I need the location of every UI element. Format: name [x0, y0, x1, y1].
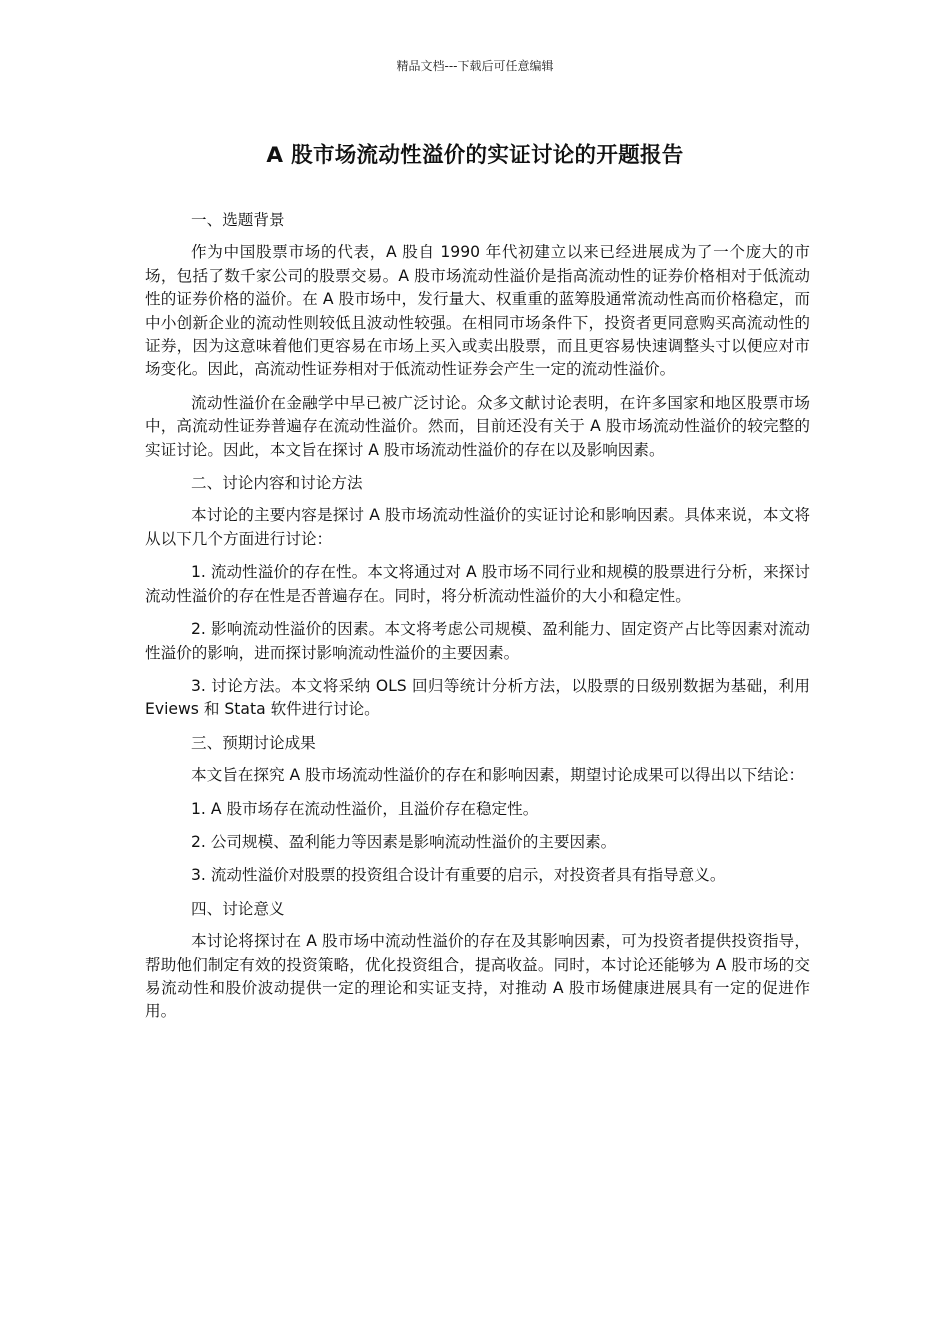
paragraph: 本文旨在探究 A 股市场流动性溢价的存在和影响因素，期望讨论成果可以得出以下结论：	[191, 766, 805, 785]
section-heading-content-method: 二、讨论内容和讨论方法	[191, 474, 363, 493]
section-heading-background: 一、选题背景	[191, 211, 285, 229]
document-title: A 股市场流动性溢价的实证讨论的开题报告	[266, 143, 684, 168]
header-note: 精品文档---下载后可任意编辑	[396, 59, 554, 73]
list-item: 2. 公司规模、盈利能力等因素是影响流动性溢价的主要因素。	[191, 832, 617, 851]
paragraph: 流动性溢价在金融学中早已被广泛讨论。众多文献讨论表明，在许多国家和地区股票市场中，高流动性证券普遍存在流动性溢价。然而，目前还没有关于 A 股市场流动性溢价的较完整的实证讨论。因此，本文旨在探讨 A 股市场流动性溢价的存在以及影响因素。	[145, 393, 810, 459]
paragraph: 本讨论将探讨在 A 股市场中流动性溢价的存在及其影响因素，可为投资者提供投资指导，帮助他们制定有效的投资策略，优化投资组合，提高收益。同时，本讨论还能够为 A 股市场的交易流动性和股价波动提供一定的理论和实证支持，对推动 A 股市场健康进展具有一定的促进作用。	[145, 932, 810, 1021]
section-heading-expected-results: 三、预期讨论成果	[191, 733, 316, 752]
list-item: 3. 讨论方法。本文将采纳 OLS 回归等统计分析方法，以股票的日级别数据为基础，利用 Eviews 和 Stata 软件进行讨论。	[145, 676, 810, 719]
list-item: 1. A 股市场存在流动性溢价，且溢价存在稳定性。	[191, 799, 539, 818]
document-body	[145, 209, 810, 1034]
list-item: 3. 流动性溢价对股票的投资组合设计有重要的启示，对投资者具有指导意义。	[191, 866, 726, 885]
paragraph: 作为中国股票市场的代表，A 股自 1990 年代初建立以来已经进展成为了一个庞大的市场，包括了数千家公司的股票交易。A 股市场流动性溢价是指高流动性的证券价格相对于低流动性的证券价格的溢价。在 A 股市场中，发行量大、权重重的蓝筹股通常流动性高而价格稳定，而中小创新企业的流动性则较低且波动性较强。在相同市场条件下，投资者更同意购买高流动性的证券，因为这意味着他们更容易在市场上买入或卖出股票，而且更容易快速调整头寸以便应对市场变化。因此，高流动性证券相对于低流动性证券会产生一定的流动性溢价。	[145, 243, 810, 379]
paragraph: 本讨论的主要内容是探讨 A 股市场流动性溢价的实证讨论和影响因素。具体来说，本文将从以下几个方面进行讨论：	[145, 506, 810, 548]
section-heading-significance: 四、讨论意义	[191, 899, 285, 918]
list-item: 1. 流动性溢价的存在性。本文将通过对 A 股市场不同行业和规模的股票进行分析，来探讨流动性溢价的存在性是否普遍存在。同时，将分析流动性溢价的大小和稳定性。	[145, 563, 810, 605]
list-item: 2. 影响流动性溢价的因素。本文将考虑公司规模、盈利能力、固定资产占比等因素对流动性溢价的影响，进而探讨影响流动性溢价的主要因素。	[145, 620, 810, 662]
